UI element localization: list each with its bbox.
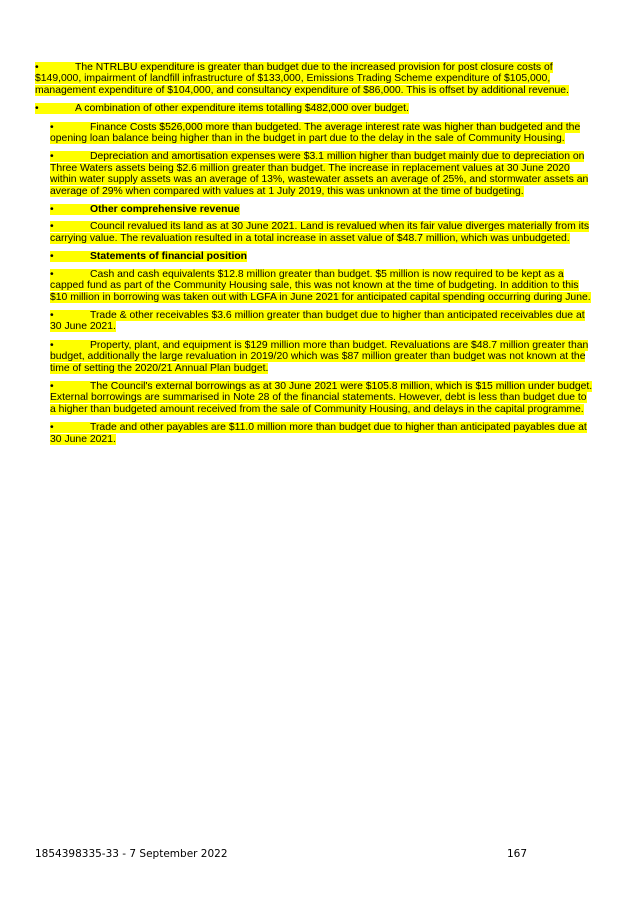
bullet-marker: • <box>50 251 54 263</box>
paragraph-land-revaluation <box>50 221 595 244</box>
paragraph-text: Trade & other receivables $3.6 million greater than budget due to higher than anticipated receivables due at 30 June 2021. <box>50 309 585 333</box>
bullet-marker: • <box>50 309 54 321</box>
paragraph-text: Cash and cash equivalents $12.8 million greater than budget. $5 million is now required to be kept as a capped fund as part of the Community Housing sale, this was not known at the time of budgeting. In addition to this $10 million in borrowing was taken out with LGFA in June 2021 for anticipated capital spending occurring during June. <box>50 268 591 303</box>
paragraph-cash-equivalents <box>50 269 595 303</box>
bullet-marker: • <box>50 268 54 280</box>
document-body <box>35 62 595 452</box>
bullet-marker: • <box>35 62 39 73</box>
paragraph-ntrlbu-expenditure <box>35 62 595 96</box>
page-number: 167 <box>507 848 528 860</box>
bullet-marker: • <box>35 103 39 115</box>
paragraph-text: Trade and other payables are $11.0 million more than budget due to higher than anticipated payables due at 30 June 2021. <box>50 422 587 445</box>
paragraph-trade-receivables <box>50 310 595 333</box>
bullet-marker: • <box>50 151 54 163</box>
heading-other-comprehensive-revenue <box>50 204 595 215</box>
paragraph-text: Finance Costs $526,000 more than budgeted. The average interest rate was higher than budgeted and the opening loan balance being higher than in the budget in part due to the delay in the sale of Community Housing. <box>50 121 581 145</box>
paragraph-trade-payables <box>50 422 595 445</box>
heading-text: Statements of financial position <box>90 251 248 263</box>
bullet-marker: • <box>50 339 54 351</box>
heading-text: Other comprehensive revenue <box>90 204 240 216</box>
paragraph-external-borrowings <box>50 381 595 415</box>
bullet-marker: • <box>50 204 54 216</box>
bullet-marker: • <box>50 221 54 233</box>
paragraph-text: Depreciation and amortisation expenses were $3.1 million higher than budget mainly due to depreciation on Three Waters assets being $2.6 million greater than budget. The increase in replacement values at 30 June 2020 within water supply assets was an average of 13%, wastewater assets an average of 25%, and stormwater assets an average of 29% when compared with values at 1 July 2019, this was unknown at the time of budgeting. <box>50 151 589 197</box>
paragraph-text: Property, plant, and equipment is $129 million more than budget. Revaluations are $48.7 million greater than budget, additionally the large revaluation in 2019/20 which was $87 million greater than budget was not known at the time of setting the 2020/21 Annual Plan budget. <box>50 339 589 374</box>
bullet-marker: • <box>50 121 54 133</box>
paragraph-other-expenditure <box>35 103 595 114</box>
paragraph-text: The Council's external borrowings as at 30 June 2021 were $105.8 million, which is $15 million under budget. External borrowings are summarised in Note 28 of the financial statements. However, debt is less than budget due to a higher than budgeted amount received from the sale of Community Housing, and delays in the capital programme. <box>50 380 593 415</box>
paragraph-text: A combination of other expenditure items totalling $482,000 over budget. <box>75 103 409 115</box>
paragraph-finance-costs <box>50 122 595 145</box>
bullet-marker: • <box>50 380 54 392</box>
paragraph-text: The NTRLBU expenditure is greater than budget due to the increased provision for post closure costs of $149,000, impairment of landfill infrastructure of $133,000, Emissions Trading Scheme expenditure of $105,000, management expenditure of $104,000, and consultancy expenditure of $86,000. This is offset by additional revenue. <box>35 62 569 96</box>
paragraph-text: Council revalued its land as at 30 June 2021. Land is revalued when its fair value diverges materially from its carrying value. The revaluation resulted in a total increase in asset value of $48.7 million, which was unbudgeted. <box>50 221 590 244</box>
heading-statements-financial-position <box>50 251 595 262</box>
paragraph-property-plant-equipment <box>50 340 595 374</box>
paragraph-depreciation <box>50 151 595 197</box>
bullet-marker: • <box>50 422 54 434</box>
document-reference: 1854398335-33 - 7 September 2022 <box>35 848 228 860</box>
